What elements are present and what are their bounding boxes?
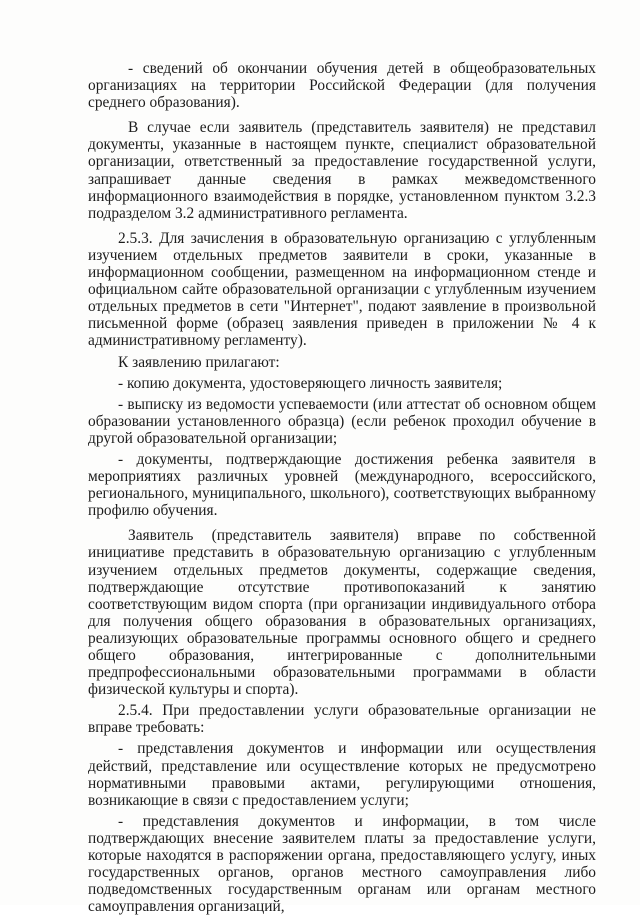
paragraph-attachments-heading: К заявлению прилагают:: [118, 353, 280, 371]
paragraph-2-5-3: 2.5.3. Для зачисления в образовательную организацию с углубленным изучением отдельных предметов заявители в сроки, указанные в информационном сообщении, размещенном на информационном стенде и официальном сайте образовательной организации с углубленным изучением отдельных предметов в сети "Интернет", подают заявление в произвольной письменной форме (образец заявления приведен в приложении № 4 к административному регламенту).: [88, 229, 596, 350]
paragraph-optional-documents: Заявитель (представитель заявителя) вправе по собственной инициативе представить в образовательную организацию с углубленным изучением отдельных предметов документы, содержащие сведения, подтверждающие отсутствие противопоказаний к занятию соответствующим видом спорта (при организации индивидуального отбора для получения общего образования в образовательных организациях, реализующих образовательные программы основного общего и среднего общего образования, интегрированные с дополнительными предпрофессиональными образовательными программами в области физической культуры и спорта).: [88, 527, 596, 699]
list-item-not-required-actions: - представления документов и информации или осуществления действий, представление или осуществление которых не предусмотрено нормативными правовыми актами, регулирующими отношения, возникающие в связи с предоставлением услуги;: [88, 740, 596, 809]
paragraph-2-5-4: 2.5.4. При предоставлении услуги образовательные организации не вправе требовать:: [88, 702, 596, 737]
document-body: [88, 60, 596, 915]
list-item-grades-extract: - выписку из ведомости успеваемости (или аттестат об основном общем образовании установленного образца) (если ребенок проходил обучение в другой образовательной организации;: [88, 395, 596, 447]
list-item-identity-copy: - копию документа, удостоверяющего личность заявителя;: [118, 374, 503, 392]
paragraph-interagency-request: В случае если заявитель (представитель заявителя) не представил документы, указанные в настоящем пункте, специалист образовательной организации, ответственный за предоставление государственной услуги, запрашивает данные сведения в рамках межведомственного информационного взаимодействия в порядке, установленном пунктом 3.2.3 подразделом 3.2 административного регламента.: [88, 119, 596, 222]
list-item-not-required-documents: - представления документов и информации, в том числе подтверждающих внесение заявителем платы за предоставление услуги, которые находятся в распоряжении органа, предоставляющего услугу, иных государственных органов, органов местного самоуправления либо подведомственных государственным органам или органам местного самоуправления организаций,: [88, 812, 596, 915]
paragraph-graduation-info: - сведений об окончании обучения детей в общеобразовательных организациях на территории Российской Федерации (для получения среднего образования).: [88, 60, 596, 112]
list-item-achievements: - документы, подтверждающие достижения ребенка заявителя в мероприятиях различных уровней (международного, всероссийского, регионального, муниципального, школьного), соответствующих выбранному профилю обучения.: [88, 450, 596, 520]
